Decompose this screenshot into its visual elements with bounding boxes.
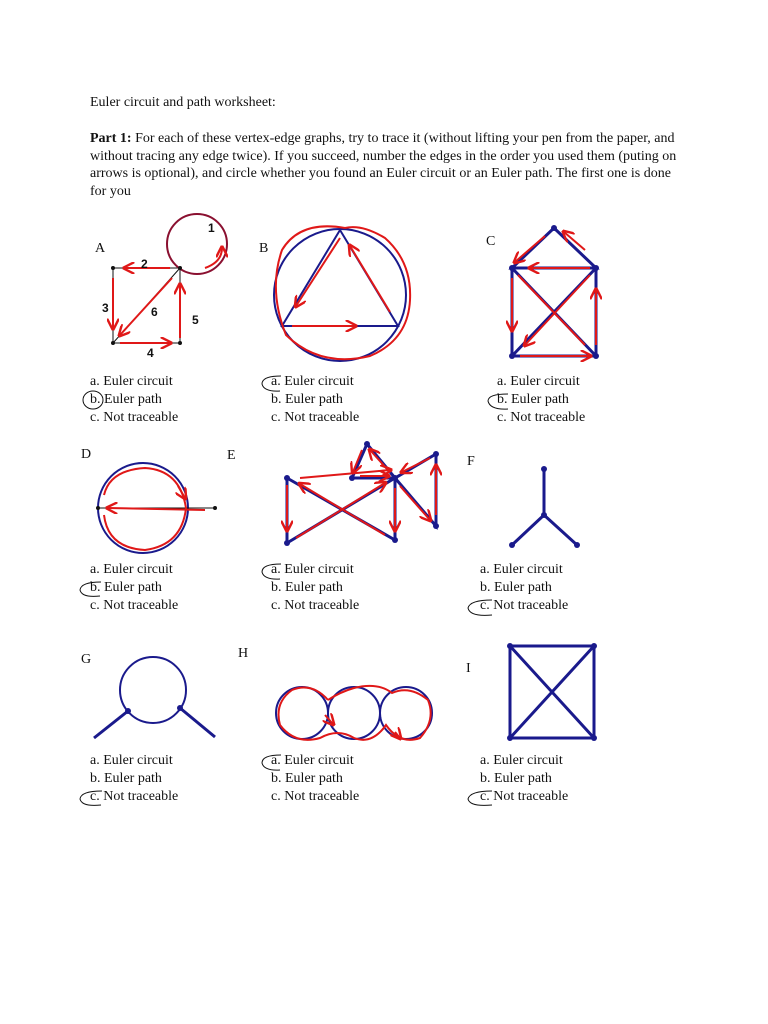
option-f-not: c. Not traceable <box>480 598 569 613</box>
option-c-circuit: a. Euler circuit <box>497 374 580 389</box>
graph-d <box>96 463 217 553</box>
circle-mark-f <box>468 600 492 615</box>
circle-mark-h <box>262 755 281 770</box>
graph-letter-a: A <box>95 241 106 256</box>
option-b-circuit: a. Euler circuit <box>271 374 354 389</box>
option-a-path: b. Euler path <box>90 392 162 407</box>
edge-number-5: 5 <box>192 313 199 327</box>
option-c-path: b. Euler path <box>497 392 569 407</box>
circle-mark-e <box>262 564 281 579</box>
circle-mark-a <box>83 391 103 409</box>
edge-number-6: 6 <box>151 305 158 319</box>
edge-number-3: 3 <box>102 301 109 315</box>
edge-number-1: 1 <box>208 221 215 235</box>
option-d-circuit: a. Euler circuit <box>90 562 173 577</box>
option-e-path: b. Euler path <box>271 580 343 595</box>
page-title: Euler circuit and path worksheet: <box>90 95 276 110</box>
graph-letter-f: F <box>467 454 475 469</box>
graph-a <box>102 214 227 360</box>
graph-c <box>509 225 599 359</box>
option-h-circuit: a. Euler circuit <box>271 753 354 768</box>
option-h-not: c. Not traceable <box>271 789 360 804</box>
option-e-not: c. Not traceable <box>271 598 360 613</box>
option-a-circuit: a. Euler circuit <box>90 374 173 389</box>
graph-letter-b: B <box>259 241 269 256</box>
graph-e <box>284 441 439 546</box>
option-g-circuit: a. Euler circuit <box>90 753 173 768</box>
option-e-circuit: a. Euler circuit <box>271 562 354 577</box>
option-a-not: c. Not traceable <box>90 410 179 425</box>
graph-letter-e: E <box>227 448 236 463</box>
option-c-not: c. Not traceable <box>497 410 586 425</box>
edge-number-4: 4 <box>147 346 154 360</box>
graph-b <box>274 226 410 361</box>
edge-number-2: 2 <box>141 257 148 271</box>
part-label: Part 1: <box>90 131 132 146</box>
graph-letter-i: I <box>466 661 471 676</box>
option-h-path: b. Euler path <box>271 771 343 786</box>
graph-letter-d: D <box>81 447 92 462</box>
option-b-path: b. Euler path <box>271 392 343 407</box>
circle-mark-d <box>80 582 101 596</box>
circle-mark-g <box>80 791 102 805</box>
option-f-circuit: a. Euler circuit <box>480 562 563 577</box>
circle-mark-b <box>262 376 281 391</box>
instructions-text: For each of these vertex-edge graphs, try to trace it (without lifting your pen from the paper, and without tracing any edge twice). If you succeed, number the edges in the order you used them (puting on arrows is optional), and circle whether you found an Euler circuit or an Euler path. The first one is done for you <box>90 131 677 199</box>
option-f-path: b. Euler path <box>480 580 552 595</box>
option-i-circuit: a. Euler circuit <box>480 753 563 768</box>
graph-letter-g: G <box>81 652 92 667</box>
option-d-path: b. Euler path <box>90 580 162 595</box>
option-i-not: c. Not traceable <box>480 789 569 804</box>
circle-mark-c <box>488 394 508 409</box>
option-g-path: b. Euler path <box>90 771 162 786</box>
graph-h <box>276 686 432 740</box>
graph-letter-h: H <box>238 646 249 661</box>
graph-letter-c: C <box>486 234 496 249</box>
option-d-not: c. Not traceable <box>90 598 179 613</box>
option-g-not: c. Not traceable <box>90 789 179 804</box>
option-i-path: b. Euler path <box>480 771 552 786</box>
circle-mark-i <box>468 791 492 805</box>
graph-i <box>507 643 597 741</box>
graph-f <box>509 466 580 548</box>
option-b-not: c. Not traceable <box>271 410 360 425</box>
graph-g <box>94 657 215 738</box>
answer-marks <box>80 376 508 805</box>
